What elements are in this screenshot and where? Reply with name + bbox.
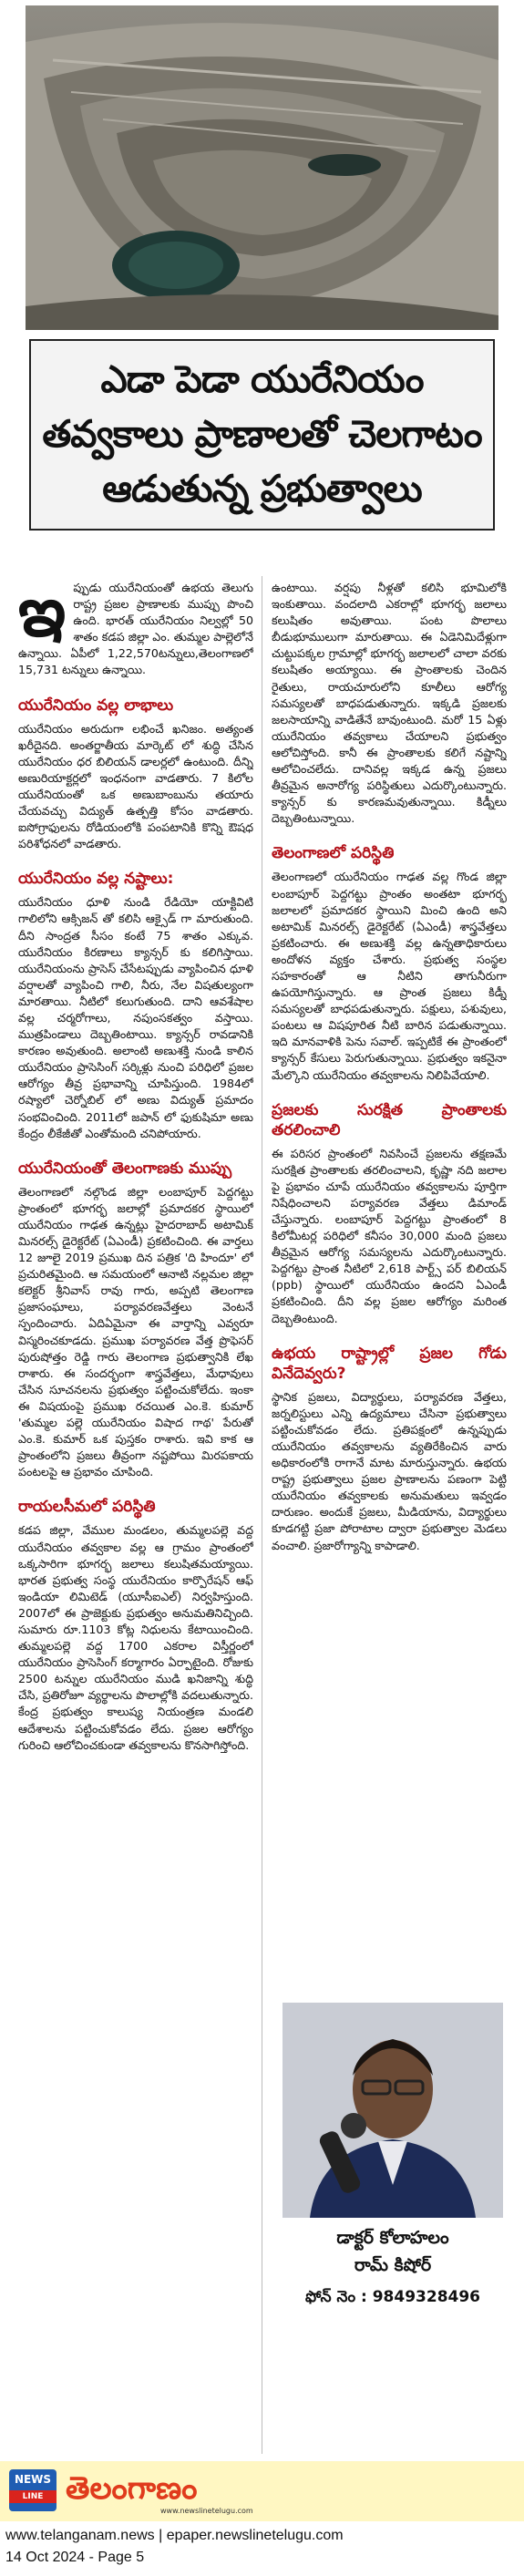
author-name: [283, 2224, 503, 2279]
section-text-peoples-plight: స్థానిక ప్రజలు, విద్యార్థులు, పర్యావరణ వేత్తలు, జర్నలిస్టులు ఎన్ని ఉద్యమాలు చేసినా ప్రభుత్వాలు పట్టించుకోవడం లేదు. ప్రతిపక్షంలో ఉన్నప్పుడు యురేనియం తవ్వకాలను వ్యతిరేకించిన వారు అధికారంలోకి రాగానే మాట మారుస్తున్నారు. ఉభయ రాష్ట్ర ప్రభుత్వాలు ప్రజల ప్రాణాలను పణంగా పెట్టి యురేనియం తవ్వకాలకు అనుమతులు ఇవ్వడం దారుణం. అందుకే ప్రజలు, మీడియాను, విద్యార్థులు కూడగట్టి ప్రజా పోరాటాల ద్వారా ప్రభుత్వాల మెడలు వంచాలి. ప్రజారోగ్యాన్ని కాపాడాలి.: [272, 1389, 507, 1552]
section-heading-harms: యురేనియం వల్ల నష్టాలు:: [18, 870, 174, 889]
logo-url: www.newslinetelugu.com: [160, 2507, 253, 2515]
section-heading-rayalaseema: రాయలసీమలో పరిస్థితి: [18, 1498, 156, 1517]
section-heading-benefits: యురేనియం వల్ల లాభాలు: [18, 696, 174, 715]
footer-date-page: 14 Oct 2024 - Page 5: [5, 2550, 145, 2565]
author-phone: ఫోన్ నెం : 9849328496: [304, 2288, 481, 2306]
headline-line-2: తవ్వకాలు ప్రాణాలతో చెలగాటం: [42, 412, 482, 456]
section-heading-telangana-situation: తెలంగాణలో పరిస్థితి: [272, 844, 395, 863]
newsline-logo: [9, 2469, 57, 2511]
author-name-line-1: డాక్టర్ కోలాహలం: [336, 2228, 449, 2248]
intro-paragraph: [18, 580, 253, 679]
article-column-right: [272, 580, 507, 1967]
dropcap: ఇ: [18, 580, 67, 652]
article-column-left: [18, 580, 253, 2458]
section-text-relocation: ఈ పరిసర ప్రాంతంలో నివసించే ప్రజలను తక్షణమే సురక్షిత ప్రాంతాలకు తరలించాలని, కృష్ణా నది జలాల పై ప్రభావం చూపే యురేనియం తవ్వకాలను పూర్తిగా నిషేధించాలని పర్యావరణ వేత్తలు డిమాండ్ చేస్తున్నారు. లంబాపూర్ పెద్దగట్టు ప్రాంతంలో 8 కిలోమీటర్ల పరిధిలో కనీసం 30,000 మంది ప్రజలు తీవ్రమైన ఆరోగ్య సమస్యలను ఎదుర్కొంటున్నారు. పెద్దగట్టు ప్రాంత నీటిలో 2,618 పార్ట్స్ పర్ బిలియన్ (ppb) స్థాయిలో యురేనియం ఉందని ఏఎండీ ప్రకటించింది. దీని వల్ల ప్రజల ఆరోగ్యం మరింత దెబ్బతింటుంది.: [272, 1146, 507, 1325]
author-photo: [283, 2003, 503, 2218]
footer-websites[interactable]: www.telanganam.news | epaper.newslinetelugu.com: [5, 2528, 344, 2543]
newsline-logo-line: LINE: [9, 2490, 57, 2503]
section-heading-relocation: ప్రజలకు సురక్షిత ప్రాంతాలకు తరలించాలి: [272, 1100, 507, 1139]
headline-line-1: ఎడా పెడా యురేనియం: [100, 357, 424, 401]
section-text-rayalaseema: కడప జిల్లా, వేముల మండలం, తుమ్మలపల్లె వద్ద యురేనియం తవ్వకాల వల్ల ఆ గ్రామం ప్రాంతంలో ఒక్కసారిగా భూగర్భ జలాలు కలుషితమయ్యాయి. భారత ప్రభుత్వ సంస్థ యురేనియం కార్పొరేషన్ ఆఫ్ ఇండియా లిమిటెడ్ (యూసీఐఎల్) నిర్వహిస్తుంది. 2007లో ఈ ప్రాజెక్టుకు ప్రభుత్వం అనుమతినిచ్చింది. సుమారు రూ.1103 కోట్ల నిధులను కేటాయించింది. తుమ్మలపల్లె వద్ద 1700 ఎకరాల విస్తీర్ణంలో యురేనియం ప్రాసెసింగ్ కర్మాగారం ఏర్పాటైంది. రోజుకు 2500 టన్నుల యురేనియం ముడి ఖనిజాన్ని శుద్ధి చేసి, ప్రతిరోజూ వ్యర్థాలను పొలాల్లోకి వదలుతున్నారు. కేంద్ర ప్రభుత్వం కాలుష్య నియంత్రణ మండలి ఆదేశాలను పట్టించుకోవడం లేదు. ప్రజల ఆరోగ్యం గురించి ఆలోచించకుండా తవ్వకాలను కొనసాగిస్తోంది.: [18, 1523, 253, 1752]
intro-text: ప్పుడు యురేనియంతో ఉభయ తెలుగు రాష్ట్ర ప్రజల ప్రాణాలకు ముప్పు పొంచి ఉంది. భారత్ యురేనియం నిల్వల్లో 50 శాతం కడప జిల్లా ఎం. తుమ్మల పాల్లెలోనే ఉన్నాయి. ఏపీలో 1,22,570టన్నులు,తెలంగాణలో 15,731 టన్నులు ఉన్నాయి.: [18, 581, 253, 677]
headline-line-3: ఆడుతున్న ప్రభుత్వాలు: [102, 467, 422, 510]
section-heading-peoples-plight: ఉభయ రాష్ట్రాల్లో ప్రజల గోడు వినేదెవ్వరు?: [272, 1344, 507, 1383]
uranium-mine-photo: [26, 5, 498, 330]
telanganam-logo: తెలంగాణం: [66, 2470, 198, 2507]
section-text-benefits: యురేనియం అరుదుగా లభించే ఖనిజం. అత్యంత ఖరీదైనది. అంతర్జాతీయ మార్కెట్ లో శుద్ధి చేసిన యురేనియం ధర బిలియన్ డాలర్లలో ఉంటుంది. దీన్ని అణురియాక్టర్లలో ఇంధనంగా వాడతారు. 7 కిలోల యురేనియంతో ఒక అణుబాంబును తయారు చేయవచ్చు విద్యుత్ ఉత్పత్తి కోసం వాడతారు. ఐసోగ్రాఫులను రోడియంలోకి పంపటానికి కొన్ని ఔషధ పరిశోధనలో వాడతారు.: [18, 721, 253, 851]
section-text-harms: యురేనియం ధూళి నుండి రేడియో యాక్టివిటి గాలిలోని ఆక్సిజన్ తో కలిసి ఆక్సైడ్ గా మారుతుంది. దీని సాంద్రత సీసం కంటే 75 శాతం ఎక్కువ. యురేనియం కిరణాలు క్యాన్సర్ కు కలిగిస్తాయి. యురేనియంను ప్రాసెస్ చేసేటప్పుడు వ్యాపించిన ధూళి వర్షాలతో వ్యాపించి గాలి, నీరు, నేల విషతుల్యంగా మారతాయి. నీటిలో కలుగుతుంది. దాని ఆవశేషాల వల్ల చర్మరోగాలు, నపుంసకత్వం వస్తాయి. ముత్రపిండాలు దెబ్బతింటాయి. క్యాన్సర్ రావడానికి కారణం అవుతుంది. అలాంటి అణుశక్తి నుండి కాలిన యురేనియం ప్రాసెసింగ్ సర్కిళ్లు నుంచి పరిధిలో ప్రజల ఆరోగ్యం తీవ్ర ప్రభావాన్ని చూపిస్తుంది. 1984లో రష్యాలో చెర్నోబిల్ లో అణు విద్యుత్ ప్రమాదం సంభవించింది. 2011లో జపాన్ లో ఫుకుషిమా అణు కేంద్రం లీకేజీతో ఎంతోమంది చనిపోయారు.: [18, 895, 253, 1140]
continued-text: ఉంటాయి. వర్షపు నీళ్లతో కలిసి భూమిలోకి ఇంకుతాయి. వందలాది ఎకరాల్లో భూగర్భ జలాలు కలుషితం అవుతాయి. పంట పొలాలు బీడుభూములుగా మారుతాయి. ఈ ఏడెనిమిదేళ్లుగా చుట్టుపక్కల గ్రామాల్లో భూగర్భ జలాలలో చాలా వరకు కలుషితం అయ్యాయి. ఈ ప్రాంతాలకు చెందిన రైతులు, రాయచూరులోని కూలీలు ఆరోగ్య సమస్యలతో బాధపడుతున్నారు. ఇక్కడి ప్రజలకు జలసాయాన్ని వాడితేనే బావుంటుంది. మరో 15 ఏళ్లు యురేనియం తవ్వకాలు చేయాలని ప్రభుత్వం ఆలోచిస్తోంది. కానీ ఈ ప్రాంతాలకు కలిగే నష్టాన్ని ఆలోచించలేదు. దానివల్ల ఇక్కడ ఉన్న ప్రజలు తీవ్రమైన అనారోగ్య పరిస్థితులు ఎదుర్కొంటున్నారు. క్యాన్సర్ కు కారణమవుతున్నాయి. కిడ్నీలు దెబ్బతింటున్నాయి.: [272, 581, 507, 826]
newsline-logo-news: NEWS: [14, 2473, 52, 2486]
section-heading-telangana-threat: యురేనియంతో తెలంగాణకు ముప్పు: [18, 1159, 232, 1178]
author-name-line-2: రామ్ కిషోర్: [354, 2255, 432, 2275]
section-text-telangana-situation: తెలంగాణలో యురేనియం గాఢత వల్ల గొండ జిల్లా లంబాపూర్ పెద్దగట్టు ప్రాంతం అంతటా భూగర్భ జలాలలో ప్రమాదకర స్థాయిని మించి ఉంది అని అటామిక్ మినరల్స్ డైరెక్టరేట్ (ఏఎండీ) శాస్త్రవేత్తలు ప్రకటించారు. ఈ అణుశక్తి వల్ల ఉన్నతాధికారులు అందోళన వ్యక్తం చేశారు. ప్రభుత్వ సంస్థల సహకారంతో ఆ నీటిని తాగునీరుగా ఉపయోగిస్తున్నారు. ఆ ప్రాంత ప్రజలు కిడ్నీ సమస్యలతో బాధపడుతున్నారు. పక్షులు, పశువులు, పంటలు ఆ విషపూరిత నీటి బారిన పడుతున్నాయి. ఇది మానవాళికి పెను సవాల్. ఇప్పటికే ఈ ప్రాంతంలో క్యాన్సర్ కేసులు పెరుగుతున్నాయి. ప్రభుత్వం ఇకనైనా మేల్కొని యురేనియం తవ్వకాలను నిలిపివేయాలి.: [272, 870, 507, 1082]
section-text-telangana-threat: తెలంగాణలో నల్గొండ జిల్లా లంబాపూర్ పెద్దగట్టు ప్రాంతంలో భూగర్భ జలాల్లో ప్రమాదకర స్థాయిలో యురేనియం గాఢత ఉన్నట్లు హైదరాబాద్ అటామిక్ మినరల్స్ డైరెక్టరేట్ (ఏఎండీ) ప్రకటించింది. ఈ వార్తలు 12 జూలై 2019 ప్రముఖ దిన పత్రిక 'ది హిందూ' లో ప్రచురితమైంది. ఆ సమయంలో ఆనాటి నల్లమల జిల్లా కలెక్టర్ శ్రీనివాస్ రావు గారు, అప్పటి తెలంగాణ ప్రజాసంఘాలు, పర్యావరణవేత్తలు వెంటనే స్పందించారు. ఏదిఏమైనా ఈ వార్తాన్ని ఎవ్వరూ విస్మరించకూడదు. ప్రముఖ పర్యావరణ వేత్త ప్రొఫెసర్ పురుషోత్తం రెడ్డి గారు తెలంగాణ ప్రభుత్వానికి లేఖ రాశారు. ఈ సందర్భంగా శాస్త్రవేత్తలు, మేధావులు చేసిన సూచనలను ప్రభుత్వం పట్టించుకోలేదు. ఇంకా ఈ విషయంపై ప్రముఖ రచయిత ఎం.కె. కుమార్ 'తుమ్మల పల్లె యురేనియం విషాద గాథ' పేరుతో ఎం.కె. కుమార్ ఒక పుస్తకం రాశారు. ఇవి కాక ఆ ప్రాంతంలోని ప్రజలు తీవ్రంగా నష్టపోయి మిరపకాయ పంటలపై ఆ ప్రభావం చూపింది.: [18, 1184, 253, 1479]
footer-text: [5, 2525, 344, 2569]
headline-box: [29, 339, 495, 531]
